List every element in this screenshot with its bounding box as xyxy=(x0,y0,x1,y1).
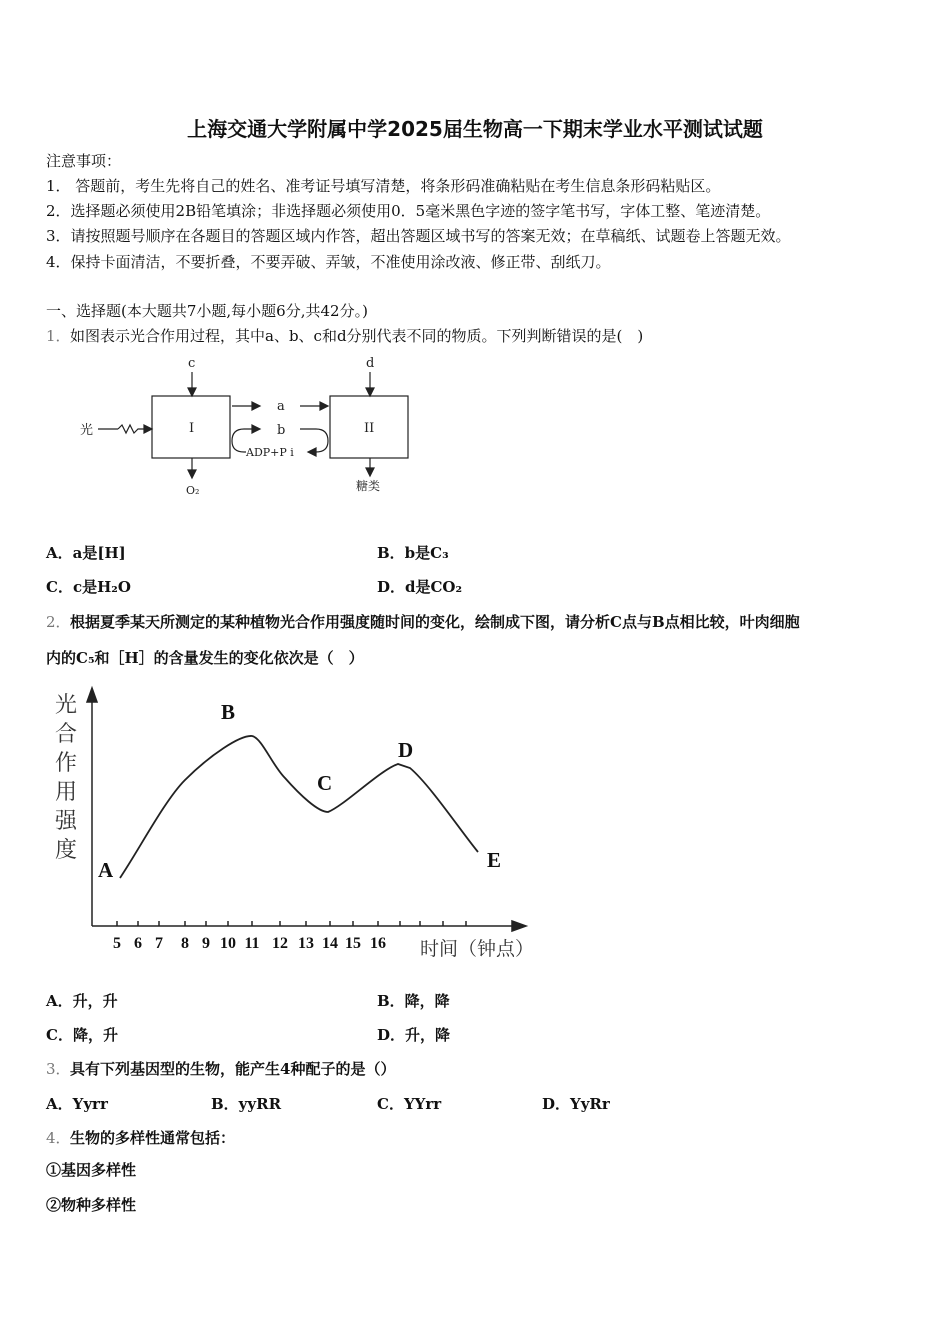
point-label-e: E xyxy=(487,848,502,872)
question-4-text: 生物的多样性通常包括： xyxy=(70,1129,236,1147)
question-number: 1． xyxy=(46,327,71,345)
list-item: ②物种多样性 xyxy=(46,1196,137,1214)
intensity-curve xyxy=(120,736,478,878)
option-b: B．yyRR xyxy=(211,1095,282,1113)
section-heading: 一、选择题(本大题共7小题,每小题6分,共42分。) xyxy=(46,302,368,320)
y-axis-label-char: 光 xyxy=(55,693,78,718)
option-b: B．b是C₃ xyxy=(377,544,449,562)
y-axis-label-char: 合 xyxy=(55,722,78,747)
label-d: d xyxy=(366,356,375,371)
question-3-text: 具有下列基因型的生物，能产生4种配子的是（） xyxy=(70,1060,396,1078)
question-1-text: 如图表示光合作用过程，其中a、b、c和d分别代表不同的物质。下列判断错误的是( ) xyxy=(70,327,644,345)
x-tick-label: 11 xyxy=(244,935,260,952)
x-tick-label: 16 xyxy=(370,935,386,952)
x-tick-label: 8 xyxy=(181,935,189,952)
point-label-c: C xyxy=(317,771,333,795)
label-a: a xyxy=(277,399,285,414)
y-axis-label-char: 强 xyxy=(55,809,78,834)
notice-item: 1． 答题前，考生先将自己的姓名、准考证号填写清楚，将条形码准确粘贴在考生信息条形码粘贴区。 xyxy=(46,177,721,195)
x-tick-label: 12 xyxy=(272,935,288,952)
option-a: A．a是[H] xyxy=(46,544,126,562)
x-tick-label: 14 xyxy=(322,935,338,952)
notice-heading: 注意事项： xyxy=(46,152,122,170)
x-tick-label: 6 xyxy=(134,935,142,952)
label-b: b xyxy=(277,423,286,438)
y-axis-label-char: 用 xyxy=(55,780,78,805)
label-sugar: 糖类 xyxy=(356,479,381,493)
y-axis-label-char: 度 xyxy=(55,838,78,863)
option-b: B．降，降 xyxy=(377,992,450,1010)
x-axis-label: 时间（钟点） xyxy=(420,938,535,960)
point-label-a: A xyxy=(98,858,114,882)
option-c: C．YYrr xyxy=(377,1095,442,1113)
page-title: 上海交通大学附属中学2025届生物高一下期末学业水平测试试题 xyxy=(187,117,763,141)
label-o2: O₂ xyxy=(186,484,200,497)
option-c: C．c是H₂O xyxy=(46,578,131,596)
option-d: D．YyRr xyxy=(542,1095,610,1113)
question-2-text: 根据夏季某天所测定的某种植物光合作用强度随时间的变化，绘制成下图，请分析C点与B点相比较，叶肉细胞 xyxy=(70,613,800,631)
label-stage-2: II xyxy=(364,421,375,436)
label-adp-pi: ADP+P i xyxy=(246,446,294,459)
x-tick-label: 9 xyxy=(202,935,210,952)
x-tick-label: 13 xyxy=(298,935,314,952)
point-label-d: D xyxy=(398,738,414,762)
label-c: c xyxy=(188,356,196,371)
x-tick-label: 7 xyxy=(155,935,163,952)
question-number: 2． xyxy=(46,613,71,631)
question-number: 4． xyxy=(46,1129,71,1147)
point-label-b: B xyxy=(221,700,236,724)
notice-item: 3．请按照题号顺序在各题目的答题区域内作答，超出答题区域书写的答案无效；在草稿纸、试题卷上答题无效。 xyxy=(46,227,791,245)
label-light: 光 xyxy=(80,423,94,438)
option-a: A．升，升 xyxy=(46,992,118,1010)
label-stage-1: I xyxy=(189,421,195,436)
option-d: D．d是CO₂ xyxy=(377,578,463,596)
option-d: D．升，降 xyxy=(377,1026,451,1044)
notice-item: 2．选择题必须使用2B铅笔填涂；非选择题必须使用0．5毫米黑色字迹的签字笔书写，字体工整、笔迹清楚。 xyxy=(46,202,771,220)
question-number: 3． xyxy=(46,1060,71,1078)
x-tick-label: 5 xyxy=(113,935,121,952)
list-item: ①基因多样性 xyxy=(46,1161,137,1179)
option-a: A．Yyrr xyxy=(46,1095,108,1113)
option-c: C．降，升 xyxy=(46,1026,118,1044)
question-2-text-cont: 内的C₅和［H］的含量发生的变化依次是（ ） xyxy=(46,649,364,667)
x-tick-label: 10 xyxy=(220,935,236,952)
notice-item: 4．保持卡面清洁，不要折叠，不要弄破、弄皱，不准使用涂改液、修正带、刮纸刀。 xyxy=(46,253,611,271)
y-axis-label-char: 作 xyxy=(55,751,78,776)
x-tick-label: 15 xyxy=(345,935,361,952)
